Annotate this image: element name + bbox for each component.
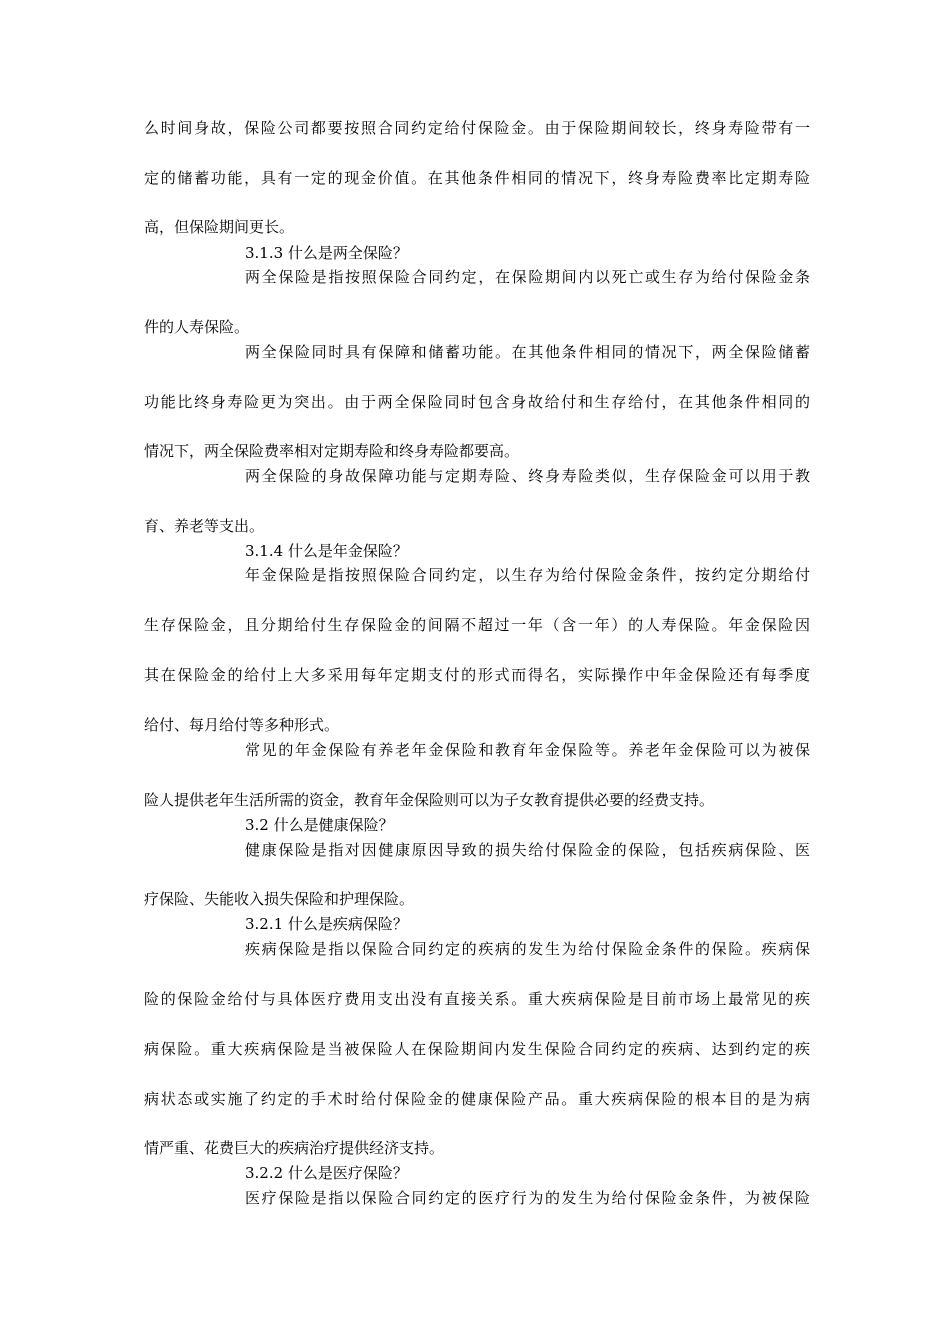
body-text-line: 给付、每月给付等多种形式。 (144, 716, 340, 734)
section-heading-3-2-2: 3.2.2 什么是医疗保险？ (245, 1164, 408, 1182)
section-heading-3-2-1: 3.2.1 什么是疾病保险？ (245, 915, 408, 933)
body-text-line: 疾病保险是指以保险合同约定的疾病的发生为给付保险金条件的保险。疾病保 (245, 940, 810, 958)
body-text-line: 常见的年金保险有养老年金保险和教育年金保险等。养老年金保险可以为被保 (245, 741, 810, 759)
body-text-line: 医疗保险是指以保险合同约定的医疗行为的发生为给付保险金条件，为被保险 (245, 1189, 810, 1207)
body-text-line: 病状态或实施了约定的手术时给付保险金的健康保险产品。重大疾病保险的根本目的是为病 (144, 1090, 810, 1108)
body-text-line: 功能比终身寿险更为突出。由于两全保险同时包含身故给付和生存给付，在其他条件相同的 (144, 393, 810, 411)
body-text-line: 两全保险同时具有保障和储蓄功能。在其他条件相同的情况下，两全保险储蓄 (245, 343, 810, 361)
section-heading-3-1-3: 3.1.3 什么是两全保险？ (245, 244, 408, 262)
body-text-line: 件的人寿保险。 (144, 318, 250, 336)
body-text-line: 两全保险的身故保障功能与定期寿险、终身寿险类似，生存保险金可以用于教 (245, 467, 810, 485)
section-heading-3-1-4: 3.1.4 什么是年金保险？ (245, 542, 408, 560)
section-heading-3-2: 3.2 什么是健康保险？ (245, 816, 394, 834)
body-text-line: 高，但保险期间更长。 (144, 218, 295, 236)
body-text-line: 病保险。重大疾病保险是当被保险人在保险期间内发生保险合同约定的疾病、达到约定的疾 (144, 1040, 810, 1058)
body-text-line: 定的储蓄功能，具有一定的现金价值。在其他条件相同的情况下，终身寿险费率比定期寿险 (144, 169, 810, 187)
body-text-line: 健康保险是指对因健康原因导致的损失给付保险金的保险，包括疾病保险、医 (245, 841, 810, 859)
body-text-line: 情况下，两全保险费率相对定期寿险和终身寿险都要高。 (144, 442, 520, 460)
body-text-line: 两全保险是指按照保险合同约定，在保险期间内以死亡或生存为给付保险金条 (245, 268, 810, 286)
body-text-line: 生存保险金，且分期给付生存保险金的间隔不超过一年（含一年）的人寿保险。年金保险因 (144, 616, 810, 634)
body-text-line: 险的保险金给付与具体医疗费用支出没有直接关系。重大疾病保险是目前市场上最常见的疾 (144, 990, 810, 1008)
body-text-line: 其在保险金的给付上大多采用每年定期支付的形式而得名，实际操作中年金保险还有每季度 (144, 666, 810, 684)
body-text-line: 疗保险、失能收入损失保险和护理保险。 (144, 890, 415, 908)
body-text-line: 年金保险是指按照保险合同约定，以生存为给付保险金条件，按约定分期给付 (245, 566, 810, 584)
body-text-line: 么时间身故，保险公司都要按照合同约定给付保险金。由于保险期间较长，终身寿险带有一 (144, 119, 810, 137)
body-text-line: 情严重、花费巨大的疾病治疗提供经济支持。 (144, 1139, 445, 1157)
body-text-line: 险人提供老年生活所需的资金，教育年金保险则可以为子女教育提供必要的经费支持。 (144, 791, 715, 809)
body-text-line: 育、养老等支出。 (144, 517, 265, 535)
